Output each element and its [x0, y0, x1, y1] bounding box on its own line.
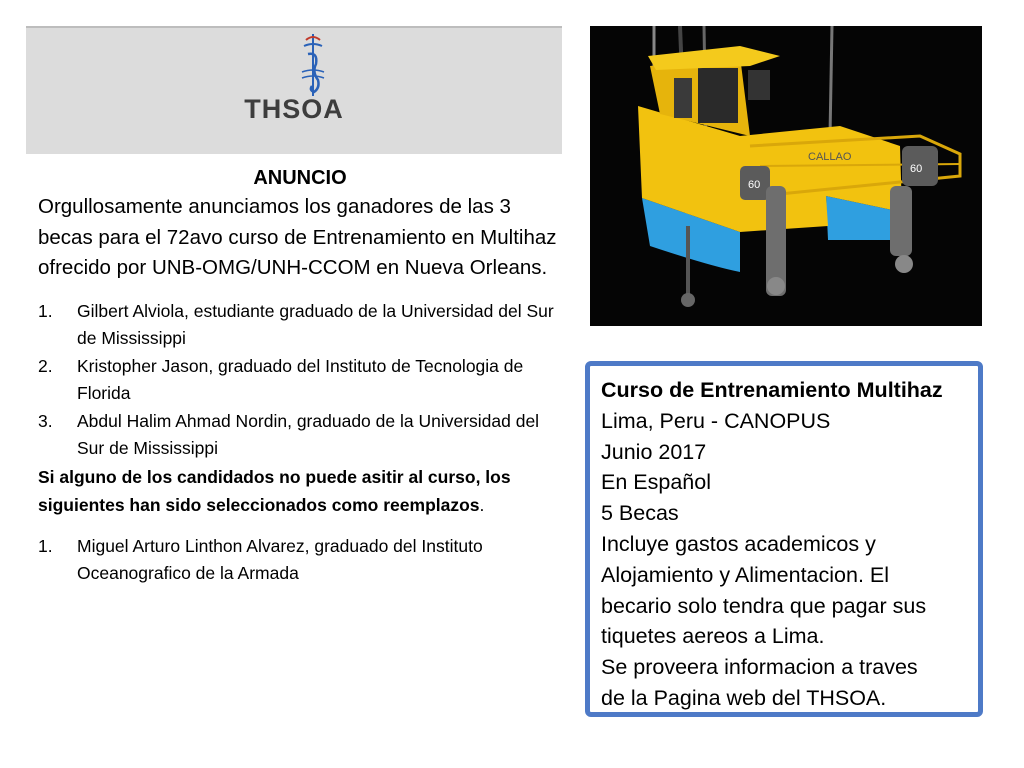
- list-item: 1. Miguel Arturo Linthon Alvarez, graduado del Instituto Oceanografico de la Armada: [38, 535, 483, 583]
- boat-name-label: CALLAO: [808, 151, 852, 163]
- course-detail-line: Incluye gastos academicos y: [601, 531, 876, 556]
- announcement-section: [38, 166, 562, 588]
- alternates-list: [38, 533, 562, 588]
- course-detail-line: Se proveera informacion a traves: [601, 655, 918, 680]
- course-detail-line: Alojamiento y Alimentacion. El: [601, 562, 890, 587]
- seahorse-emblem-icon: [298, 32, 328, 98]
- course-detail-line: becario solo tendra que pagar sus: [601, 593, 927, 618]
- course-detail-line: tiquetes aereos a Lima.: [601, 624, 825, 649]
- boat-illustration: [590, 26, 982, 326]
- course-info-box: [585, 361, 983, 717]
- engine-label-right: 60: [910, 163, 923, 175]
- course-title: Curso de Entrenamiento Multihaz: [601, 378, 943, 402]
- alternates-note: Si alguno de los candidados no puede asitir al curso, los siguientes han sido seleccionados como reemplazos.: [38, 466, 511, 515]
- logo-banner: [26, 26, 562, 154]
- course-detail-line: de la Pagina web del THSOA.: [601, 685, 887, 710]
- winners-list: [38, 298, 562, 463]
- course-scholarships: 5 Becas: [601, 501, 679, 526]
- list-item: 1. Gilbert Alviola, estudiante graduado de la Universidad del Sur de Mississippi: [38, 300, 554, 348]
- list-item: 2. Kristopher Jason, graduado del Instituto de Tecnologia de Florida: [38, 355, 524, 403]
- course-language: En Español: [601, 470, 711, 495]
- boat-photo: [590, 26, 982, 326]
- announcement-body: Orgullosamente anunciamos los ganadores de las 3 becas para el 72avo curso de Entrenamiento en Multihaz ofrecido por UNB-OMG/UNH-CCOM en Nueva Orleans.: [38, 195, 557, 279]
- announcement-title: ANUNCIO: [253, 167, 347, 189]
- engine-label-left: 60: [748, 179, 761, 191]
- list-item: 3. Abdul Halim Ahmad Nordin, graduado de la Universidad del Sur de Mississippi: [38, 410, 540, 458]
- course-location: Lima, Peru - CANOPUS: [601, 408, 831, 433]
- course-date: Junio 2017: [601, 439, 707, 464]
- logo-text: THSOA: [244, 94, 344, 124]
